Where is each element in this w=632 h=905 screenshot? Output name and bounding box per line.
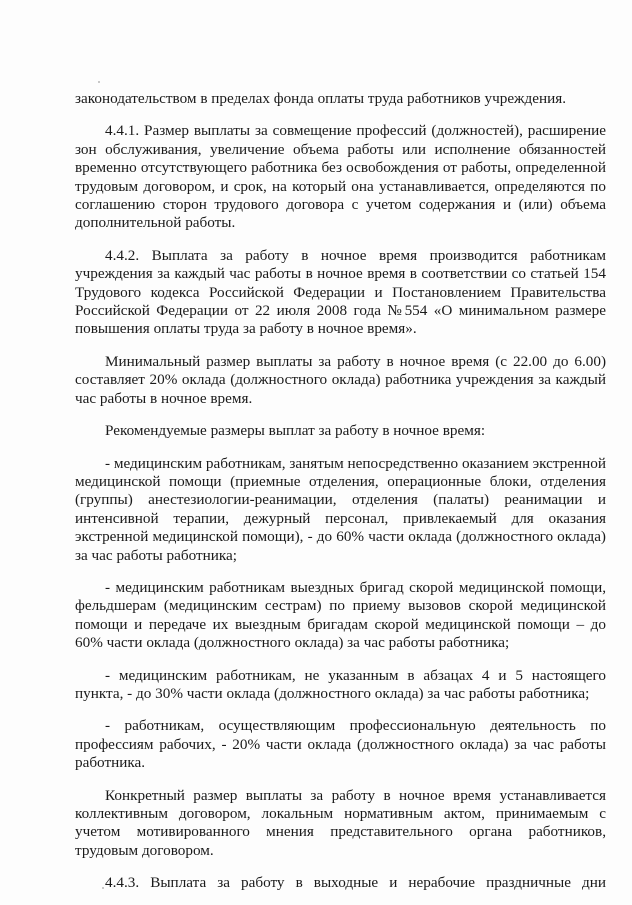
scan-speck xyxy=(98,81,100,83)
paragraph-recommended-rates-intro: Рекомендуемые размеры выплат за работу в ночное время: xyxy=(105,422,486,440)
paragraph-4-4-1: 4.4.1. Размер выплаты за совмещение профессий (должностей), расширение зон обслуживания, увеличение объема работы или исполнение обязанностей временно отсутствующего работника без освобождения от работы, определенной трудовым договором, и срок, на который она устанавливается, определяются по соглашению сторон трудового договора с учетом содержания и (или) объема дополнительной работы. xyxy=(75,122,606,232)
paragraph-continuation: законодательством в пределах фонда оплаты труда работников учреждения. xyxy=(75,90,567,107)
paragraph-specific-amount: Конкретный размер выплаты за работу в ночное время устанавливается коллективным договором, локальным нормативным актом, принимаемым с учетом мотивированного мнения представительного органа работников, трудовым договором. xyxy=(75,786,606,859)
list-item-other-medical-staff: - медицинским работникам, не указанным в абзацах 4 и 5 настоящего пункта, - до 30% части оклада (должностного оклада) за час работы работника; xyxy=(75,666,606,702)
document-body xyxy=(75,90,606,893)
paragraph-4-4-3: 4.4.3. Выплата за работу в выходные и нерабочие праздничные дни xyxy=(105,874,606,892)
list-item-emergency-medical-staff: - медицинским работникам, занятым непосредственно оказанием экстренной медицинской помощи (приемные отделения, операционные блоки, отделения (группы) анестезиологии-реанимации, отделения (палаты) реанимации и интенсивной терапии, дежурный персонал, привлекаемый для оказания экстренной медицинской помощи), - до 60% части оклада (должностного оклада) за час работы работника; xyxy=(75,454,606,564)
list-item-workers: - работникам, осуществляющим профессиональную деятельность по профессиям рабочих, - 20% части оклада (должностного оклада) за час работы работника. xyxy=(75,717,606,772)
list-item-ambulance-teams: - медицинским работникам выездных бригад скорой медицинской помощи, фельдшерам (медицинским сестрам) по приему вызовов скорой медицинской помощи и передаче их выездным бригадам скорой медицинской помощи – до 60% части оклада (должностного оклада) за час работы работника; xyxy=(75,578,606,652)
paragraph-minimum-night-pay: Минимальный размер выплаты за работу в ночное время (с 22.00 до 6.00) составляет 20% оклада (должностного оклада) работника учреждения за каждый час работы в ночное время. xyxy=(75,352,606,407)
paragraph-4-4-2: 4.4.2. Выплата за работу в ночное время производится работникам учреждения за каждый час работы в ночное время в соответствии со статьей 154 Трудового кодекса Российской Федерации и Постановлением Правительства Российской Федерации от 22 июля 2008 года №554 «О минимальном размере повышения оплаты труда за работу в ночное время». xyxy=(75,246,606,338)
